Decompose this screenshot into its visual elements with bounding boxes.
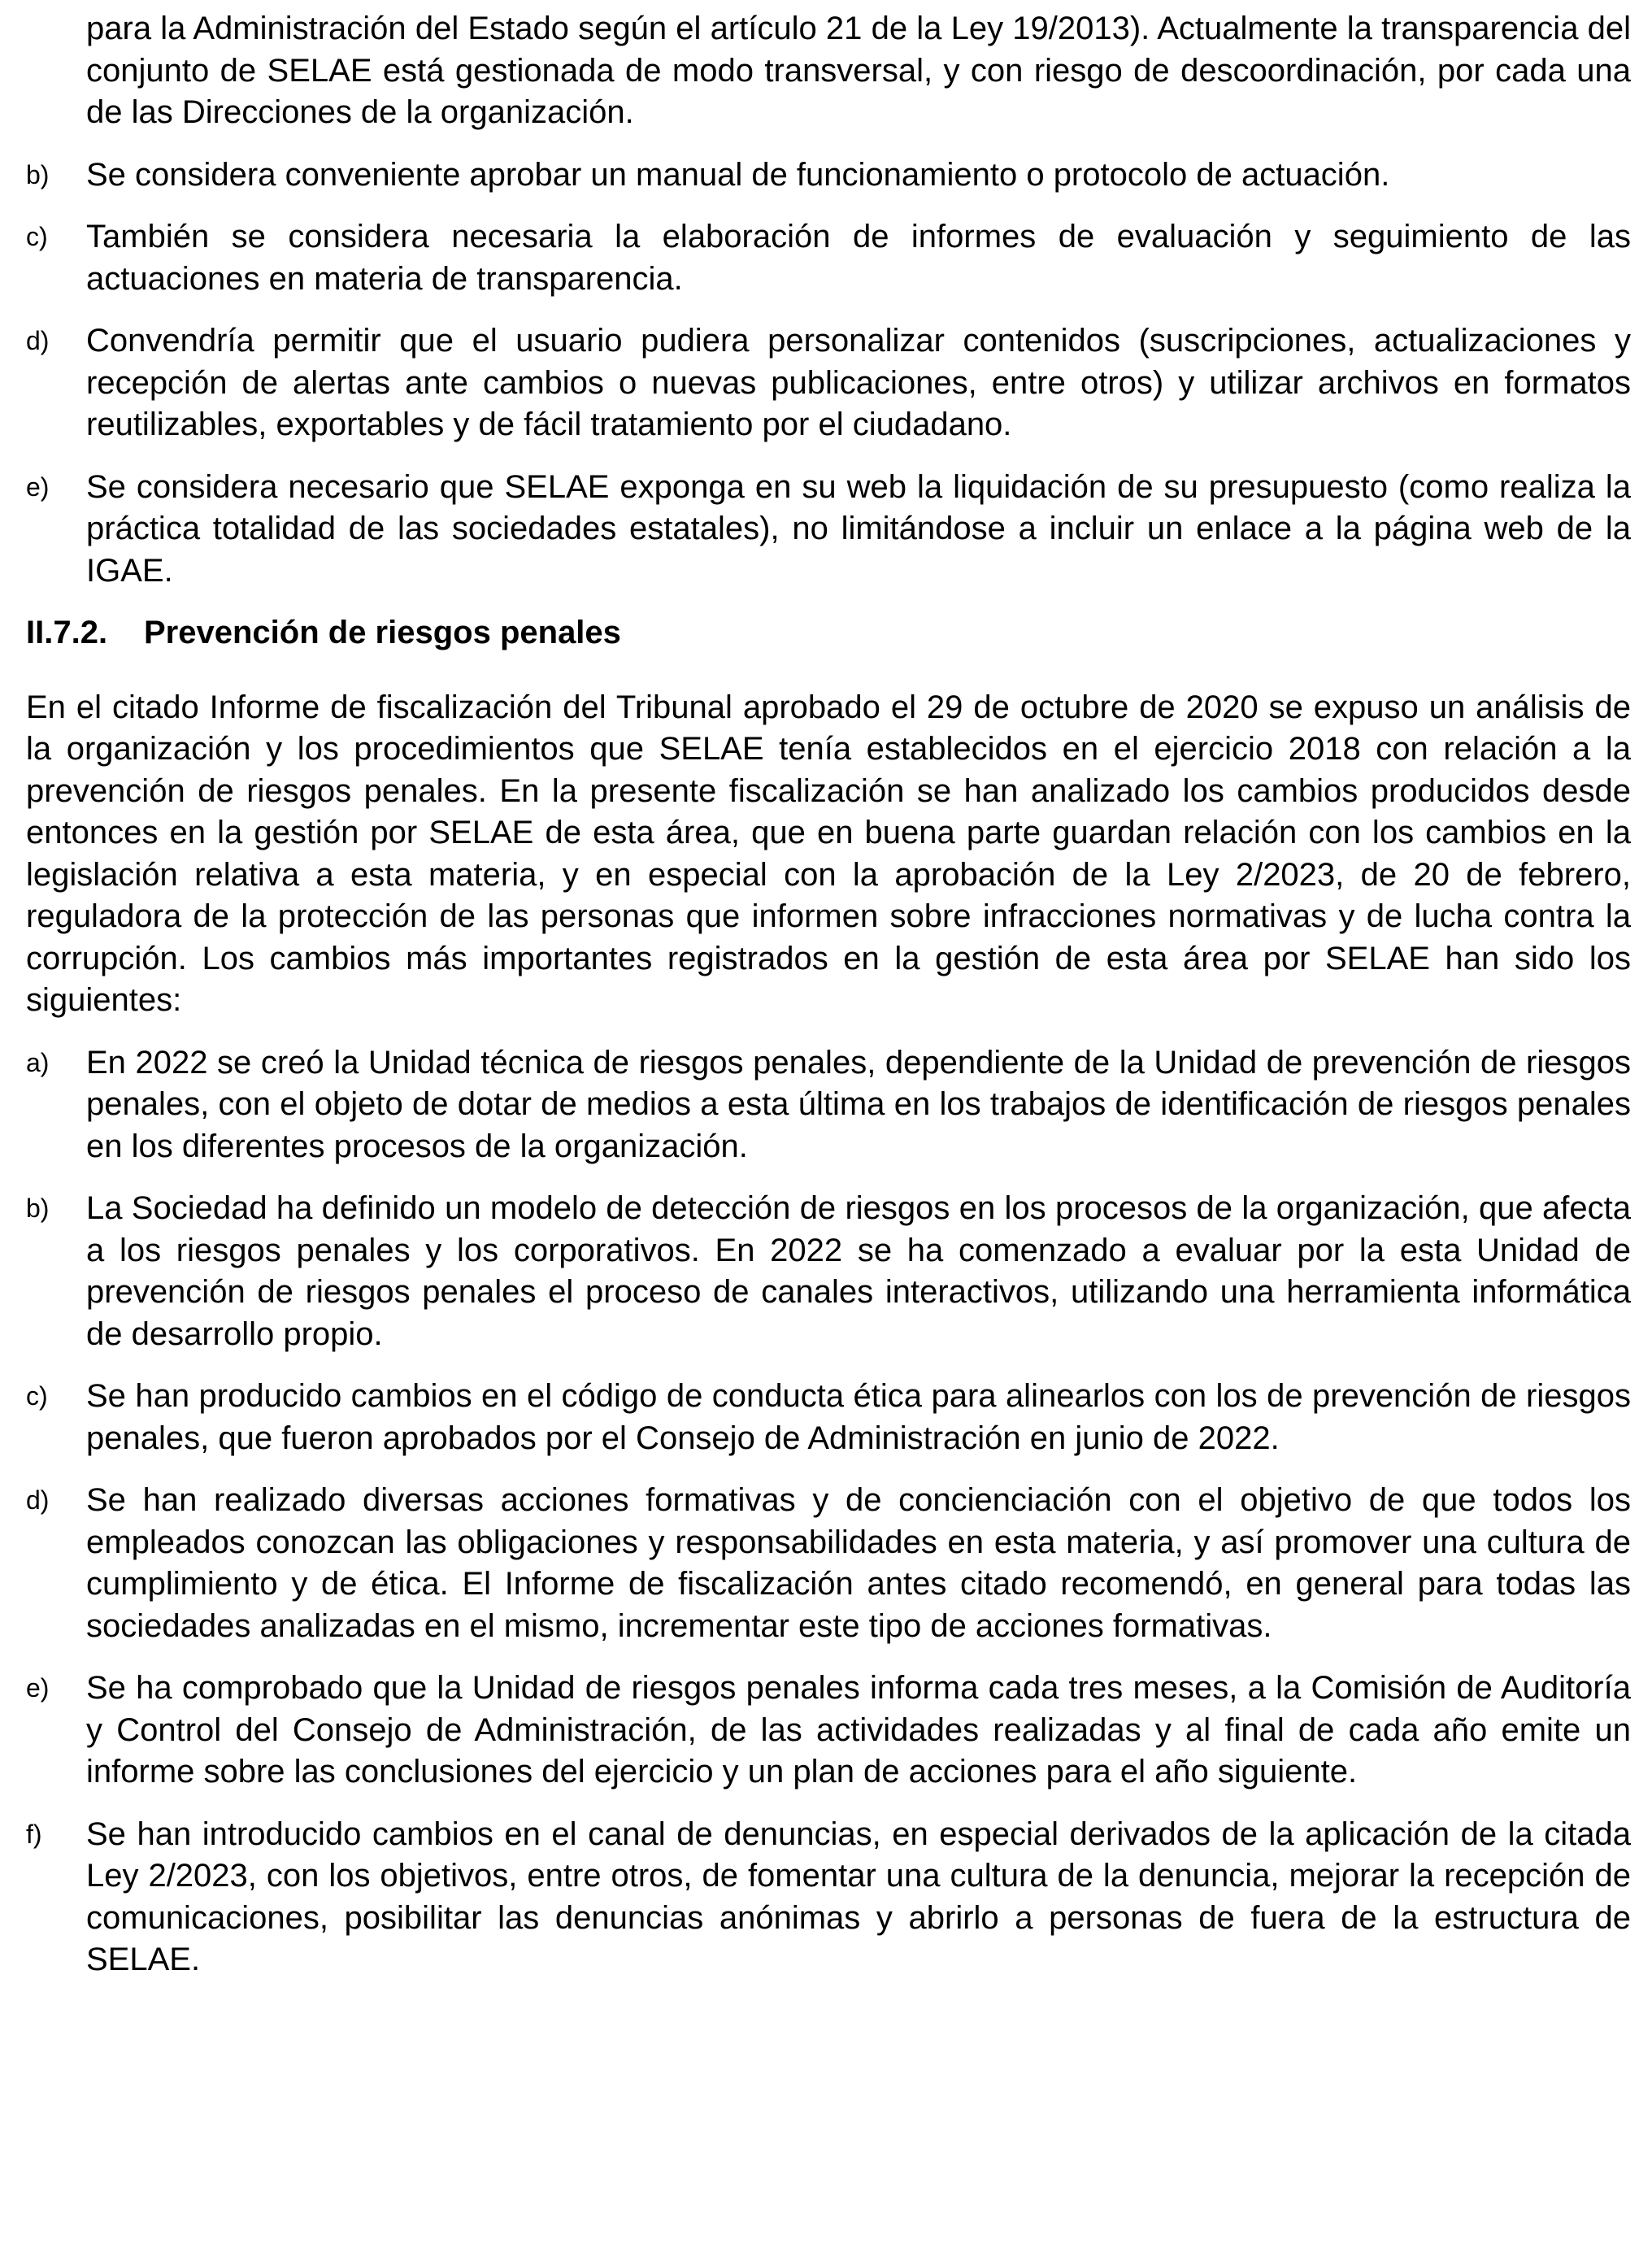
list-item (26, 1480, 1631, 1647)
list-item-text: En 2022 se creó la Unidad técnica de riesgos penales, dependiente de la Unidad de prevención de riesgos penales, con el objeto de dotar de medios a esta última en los trabajos de identificación de riesgos penales en los diferentes procesos de la organización. (86, 1044, 1631, 1164)
list-item-marker: a) (26, 1047, 50, 1077)
list-item (26, 1376, 1631, 1459)
list-item-text: Convendría permitir que el usuario pudiera personalizar contenidos (suscripciones, actualizaciones y recepción de alertas ante cambios o nuevas publicaciones, entre otros) y utilizar archivos en formatos reutilizables, exportables y de fácil tratamiento por el ciudadano. (86, 323, 1631, 442)
document-page (26, 8, 1631, 2002)
section-paragraph: En el citado Informe de fiscalización del Tribunal aprobado el 29 de octubre de 2020 se expuso un análisis de la organización y los procedimientos que SELAE tenía establecidos en el ejercicio 2018 con relación a la prevención de riesgos penales. En la presente fiscalización se han analizado los cambios producidos desde entonces en la gestión por SELAE de esta área, que en buena parte guardan relación con los cambios en la legislación relativa a esta materia, y en especial con la aprobación de la Ley 2/2023, de 20 de febrero, reguladora de la protección de las personas que informen sobre infracciones normativas y de lucha contra la corrupción. Los cambios más importantes registrados en la gestión de esta área por SELAE han sido los siguientes: (26, 689, 1631, 1018)
list-item (26, 467, 1631, 593)
list-item-marker: f) (26, 1819, 42, 1849)
list-item-marker: d) (26, 326, 50, 355)
section-number: II.7.2. (26, 615, 108, 650)
list-item (26, 1042, 1631, 1168)
list-item (26, 1668, 1631, 1794)
list-item-marker: b) (26, 1194, 50, 1223)
list-item-text: Se considera necesario que SELAE exponga en su web la liquidación de su presupuesto (como realiza la práctica totalidad de las sociedades estatales), no limitándose a incluir un enlace a la página web de la IGAE. (86, 468, 1631, 589)
list-item-marker: c) (26, 1381, 48, 1411)
list-item-text: También se considera necesaria la elaboración de informes de evaluación y seguimiento de las actuaciones en materia de transparencia. (86, 219, 1631, 297)
list-item-marker: e) (26, 1673, 50, 1703)
list-item-marker: e) (26, 472, 50, 502)
list-item-text: Se considera conveniente aprobar un manual de funcionamiento o protocolo de actuación. (86, 156, 1390, 193)
list-item-text: La Sociedad ha definido un modelo de detección de riesgos en los procesos de la organización, que afecta a los riesgos penales y los corporativos. En 2022 se ha comenzado a evaluar por la esta Unidad de prevención de riesgos penales el proceso de canales interactivos, utilizando una herramienta informática de desarrollo propio. (86, 1190, 1631, 1352)
list-item-text: Se han producido cambios en el código de conducta ética para alinearlos con los de prevención de riesgos penales, que fueron aprobados por el Consejo de Administración en junio de 2022. (86, 1378, 1631, 1456)
list-item-marker: c) (26, 222, 48, 251)
list-item-text: Se han realizado diversas acciones formativas y de concienciación con el objetivo de que todos los empleados conozcan las obligaciones y responsabilidades en esta materia, y así promover una cultura de cumplimiento y de ética. El Informe de fiscalización antes citado recomendó, en general para todas las sociedades analizadas en el mismo, incrementar este tipo de acciones formativas. (86, 1482, 1631, 1644)
list-item-marker: d) (26, 1485, 50, 1515)
list-item (26, 320, 1631, 446)
section-heading (26, 612, 1631, 654)
intro-continuation-paragraph: para la Administración del Estado según el artículo 21 de la Ley 19/2013). Actualmente la transparencia del conjunto de SELAE está gestionada de modo transversal, y con riesgo de descoordinación, por cada una de las Direcciones de la organización. (86, 11, 1631, 130)
second-list (26, 1042, 1631, 1981)
list-item (26, 1188, 1631, 1355)
list-item-text: Se ha comprobado que la Unidad de riesgos penales informa cada tres meses, a la Comisión de Auditoría y Control del Consejo de Administración, de las actividades realizadas y al final de cada año emite un informe sobre las conclusiones del ejercicio y un plan de acciones para el año siguiente. (86, 1670, 1631, 1790)
list-item (26, 1814, 1631, 1981)
section-title: Prevención de riesgos penales (144, 615, 621, 650)
list-item (26, 154, 1631, 197)
list-item (26, 216, 1631, 300)
first-list (26, 154, 1631, 593)
list-item-text: Se han introducido cambios en el canal de denuncias, en especial derivados de la aplicación de la citada Ley 2/2023, con los objetivos, entre otros, de fomentar una cultura de la denuncia, mejorar la recepción de comunicaciones, posibilitar las denuncias anónimas y abrirlo a personas de fuera de la estructura de SELAE. (86, 1816, 1631, 1977)
list-item-marker: b) (26, 159, 50, 189)
